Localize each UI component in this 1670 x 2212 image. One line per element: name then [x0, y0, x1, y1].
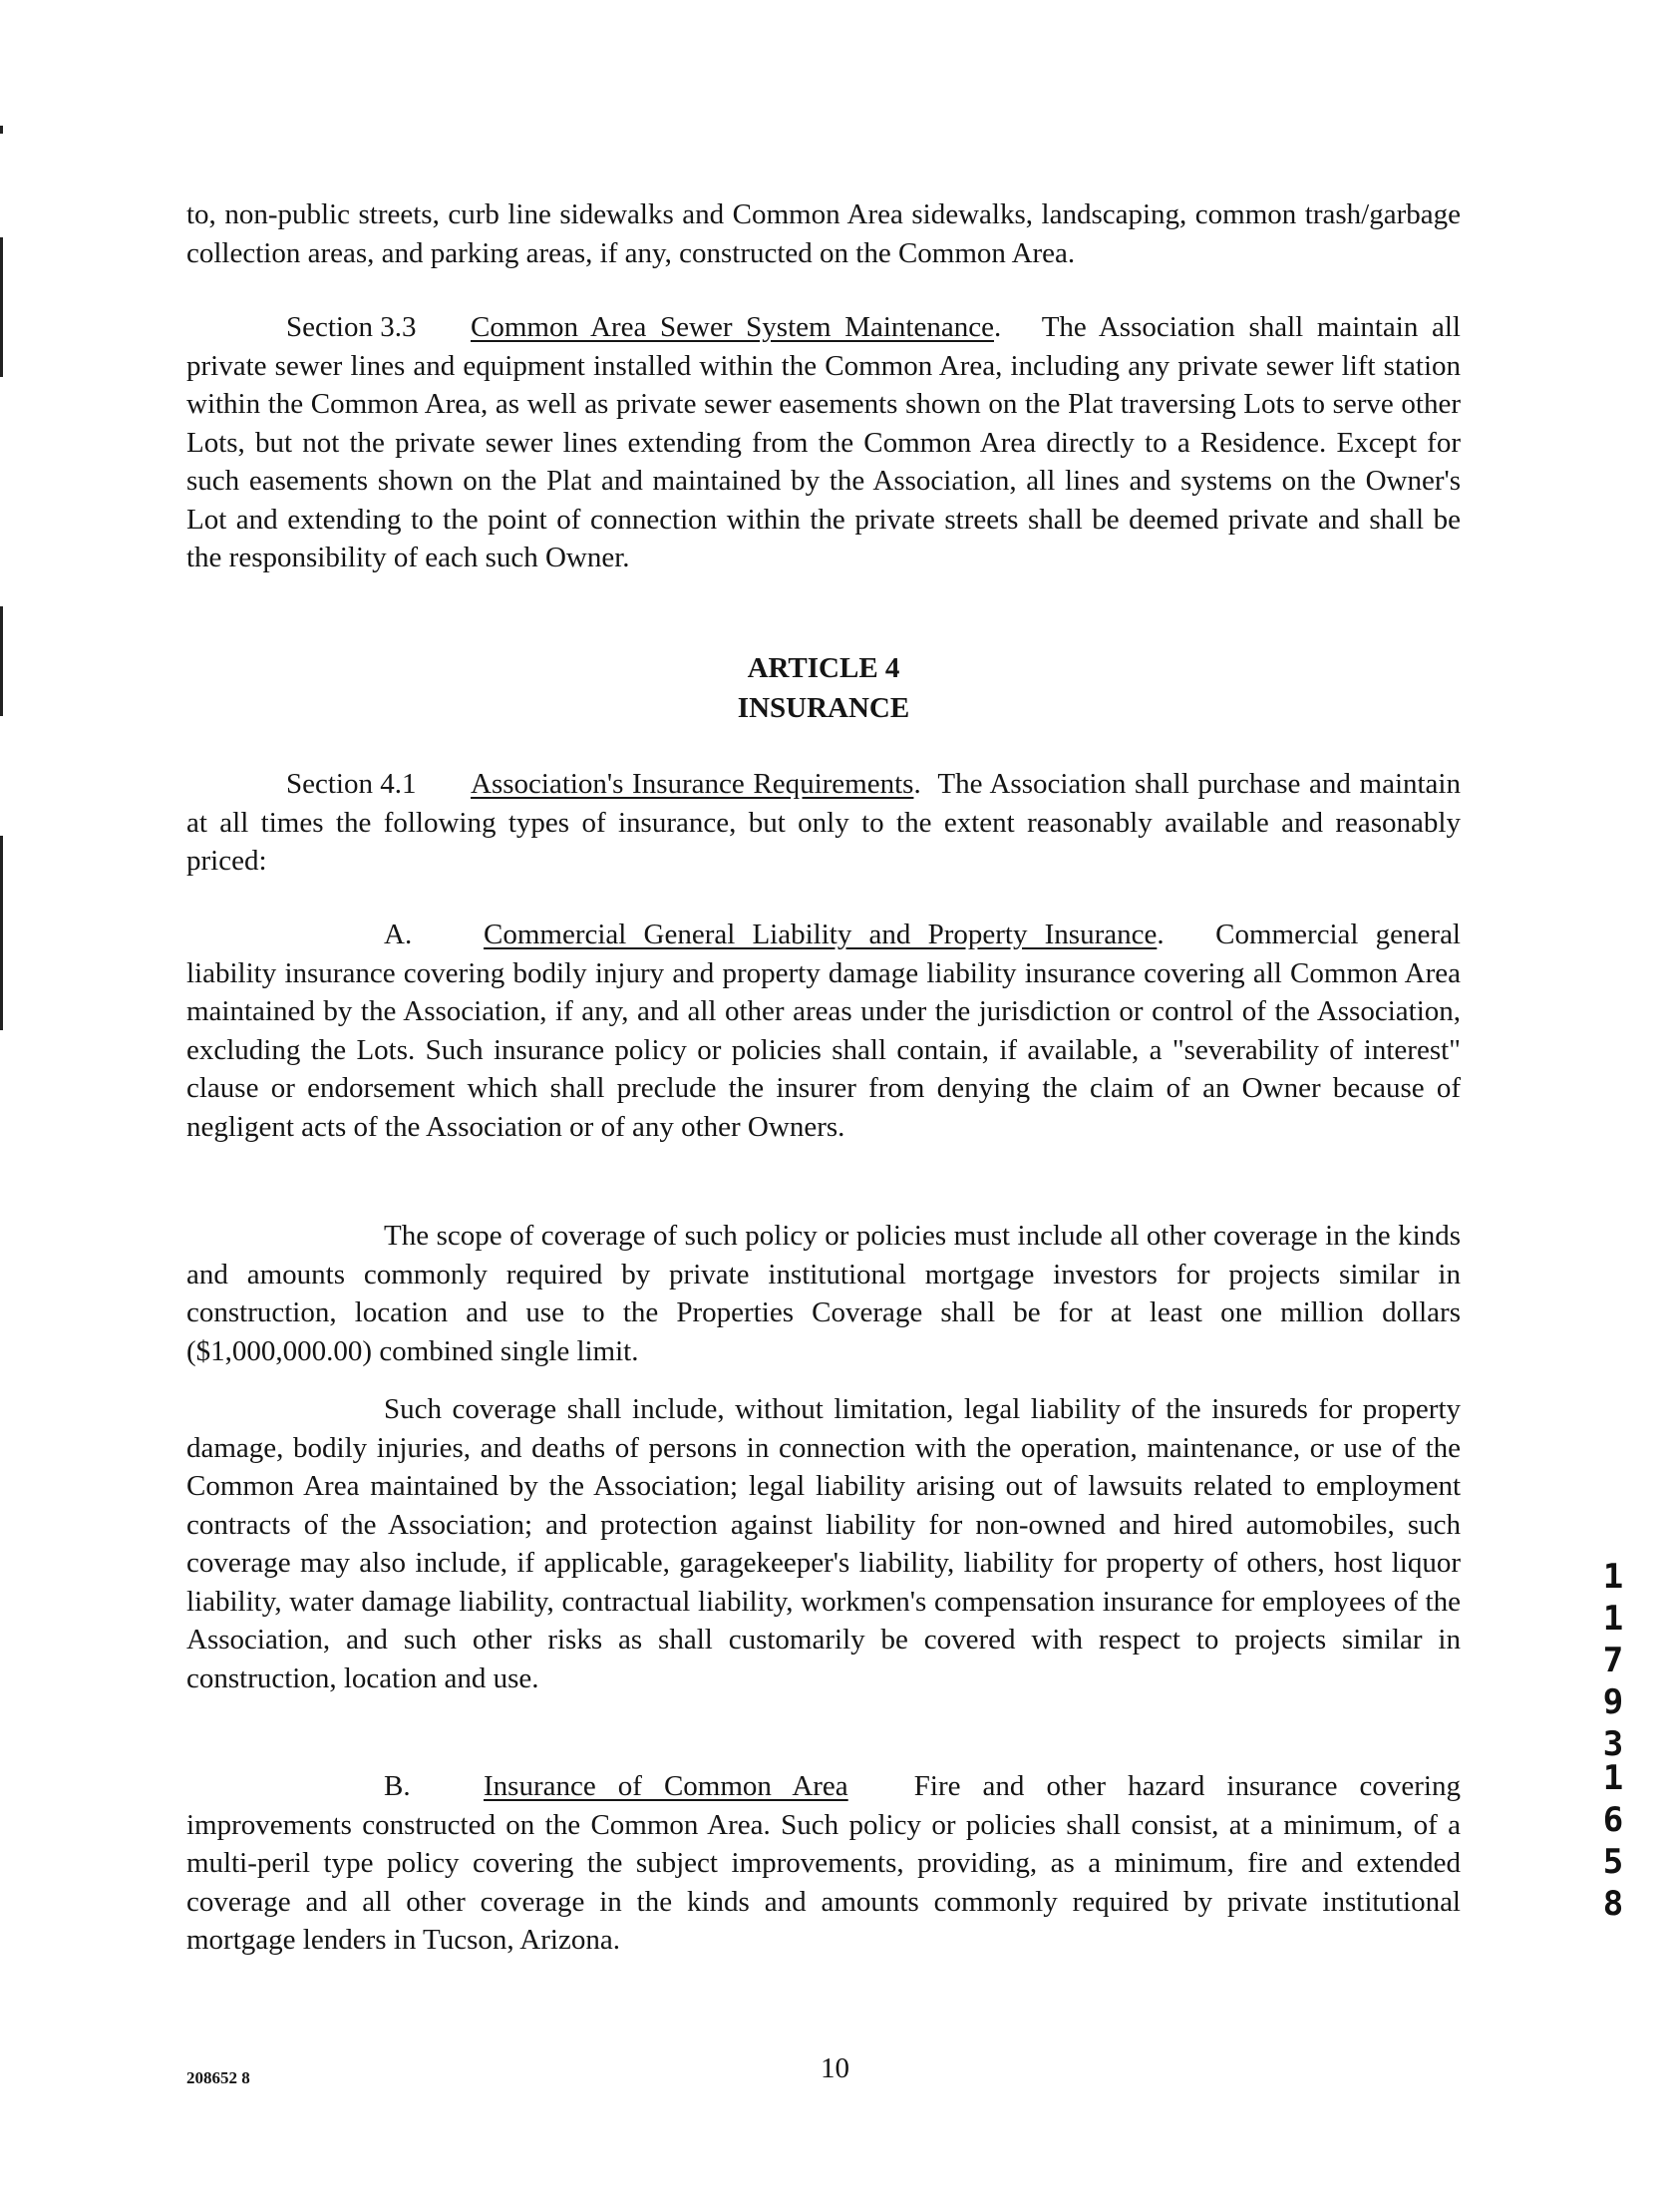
- scan-margin-mark: [0, 237, 3, 377]
- item-title: Insurance of Common Area: [484, 1770, 848, 1802]
- scan-margin-mark: [0, 836, 3, 1030]
- section-title: Common Area Sewer System Maintenance: [471, 311, 994, 343]
- recording-number-upper: [1598, 1556, 1628, 1765]
- section-3-3: Section 3.3 Common Area Sewer System Maintenance. The Association shall maintain all private sewer lines and equipment installed within the Common Area, including any private sewer lift station within the Common Area, as well as private sewer easements shown on the Plat traversing Lots to serve other Lots, but not the private sewer lines extending from the Common Area directly to a Residence. Except for such easements shown on the Plat and maintained by the Association, all lines and systems on the Owner's Lot and extending to the point of connection within the private streets shall be deemed private and shall be the responsibility of each such Owner.: [186, 308, 1461, 577]
- item-title: Commercial General Liability and Property Insurance: [484, 919, 1158, 950]
- section-4-1: Section 4.1 Association's Insurance Requirements. The Association shall purchase and maintain at all times the following types of insurance, but only to the extent reasonably available and reasonably priced:: [186, 765, 1461, 881]
- scope-paragraph: The scope of coverage of such policy or policies must include all other coverage in the kinds and amounts commonly required by private institutional mortgage investors for projects similar in construction, location and use to the Properties Coverage shall be for at least one million dollars ($1,000,000.00) combined single limit.: [186, 1220, 1461, 1367]
- recording-number-lower: [1598, 1757, 1628, 1925]
- stamp-digit: 9: [1602, 1682, 1624, 1722]
- item-letter: A.: [384, 919, 413, 950]
- scan-margin-mark: [0, 126, 3, 134]
- stamp-digit: 5: [1602, 1842, 1624, 1882]
- item-b: [186, 1767, 1461, 1960]
- document-id: 208652 8: [186, 2068, 250, 2087]
- item-letter: B.: [384, 1770, 411, 1802]
- section-body: The Association shall maintain all private sewer lines and equipment installed within the Common Area, including any private sewer lift station within the Common Area, as well as private sewer easements shown on the Plat traversing Lots to serve other Lots, but not the private sewer lines extending from the Common Area directly to a Residence. Except for such easements shown on the Plat and maintained by the Association, all lines and systems on the Owner's Lot and extending to the point of connection within the private streets shall be deemed private and shall be the responsibility of each such Owner.: [186, 311, 1461, 573]
- section-label: Section 4.1: [286, 768, 417, 800]
- item-body: Fire and other hazard insurance covering improvements constructed on the Common Area. Such policy or policies shall consist, at a minimum, of a multi-peril type policy covering the subject improvements, providing, as a minimum, fire and extended coverage and all other coverage in the kinds and amounts commonly required by private institutional mortgage lenders in Tucson, Arizona.: [186, 1770, 1461, 1956]
- section-label: Section 3.3: [286, 311, 417, 343]
- stamp-digit: 3: [1602, 1724, 1624, 1764]
- article-number: ARTICLE 4: [747, 652, 900, 684]
- section-title: Association's Insurance Requirements: [471, 768, 914, 800]
- stamp-digit: 6: [1602, 1800, 1624, 1840]
- item-body: Commercial general liability insurance covering bodily injury and property damage liability insurance covering all Common Area maintained by the Association, if any, and all other areas under the jurisdiction or control of the Association, excluding the Lots. Such insurance policy or policies shall contain, if available, a "severability of interest" clause or endorsement which shall preclude the insurer from denying the claim of an Owner because of negligent acts of the Association or of any other Owners.: [186, 919, 1461, 1143]
- stamp-digit: 1: [1602, 1557, 1624, 1597]
- article-title: INSURANCE: [737, 692, 910, 724]
- scan-margin-mark: [0, 606, 3, 716]
- section-body: The Association shall purchase and maintain at all times the following types of insurance, but only to the extent reasonably available and reasonably priced:: [186, 768, 1461, 877]
- continuation-paragraph: to, non-public streets, curb line sidewalks and Common Area sidewalks, landscaping, common trash/garbage collection areas, and parking areas, if any, constructed on the Common Area.: [186, 198, 1461, 269]
- item-a: A. Commercial General Liability and Property Insurance. Commercial general liability insurance covering bodily injury and property damage liability insurance covering all Common Area maintained by the Association, if any, and all other areas under the jurisdiction or control of the Association, excluding the Lots. Such insurance policy or policies shall contain, if available, a "severability of interest" clause or endorsement which shall preclude the insurer from denying the claim of an Owner because of negligent acts of the Association or of any other Owners.: [186, 916, 1461, 1146]
- stamp-digit: 8: [1602, 1884, 1624, 1924]
- coverage-paragraph: Such coverage shall include, without limitation, legal liability of the insureds for property damage, bodily injuries, and deaths of persons in connection with the operation, maintenance, or use of the Common Area maintained by the Association; legal liability arising out of lawsuits related to employment contracts of the Association; and protection against liability for non-owned and hired automobiles, such coverage may also include, if applicable, garagekeeper's liability, liability for property of others, host liquor liability, water damage liability, contractual liability, workmen's compensation insurance for employees of the Association, and such other risks as shall customarily be covered with respect to projects similar in construction, location and use.: [186, 1393, 1461, 1694]
- stamp-digit: 1: [1602, 1599, 1624, 1639]
- stamp-digit: 1: [1602, 1758, 1624, 1798]
- stamp-digit: 7: [1602, 1641, 1624, 1680]
- page-number: 10: [821, 2052, 849, 2084]
